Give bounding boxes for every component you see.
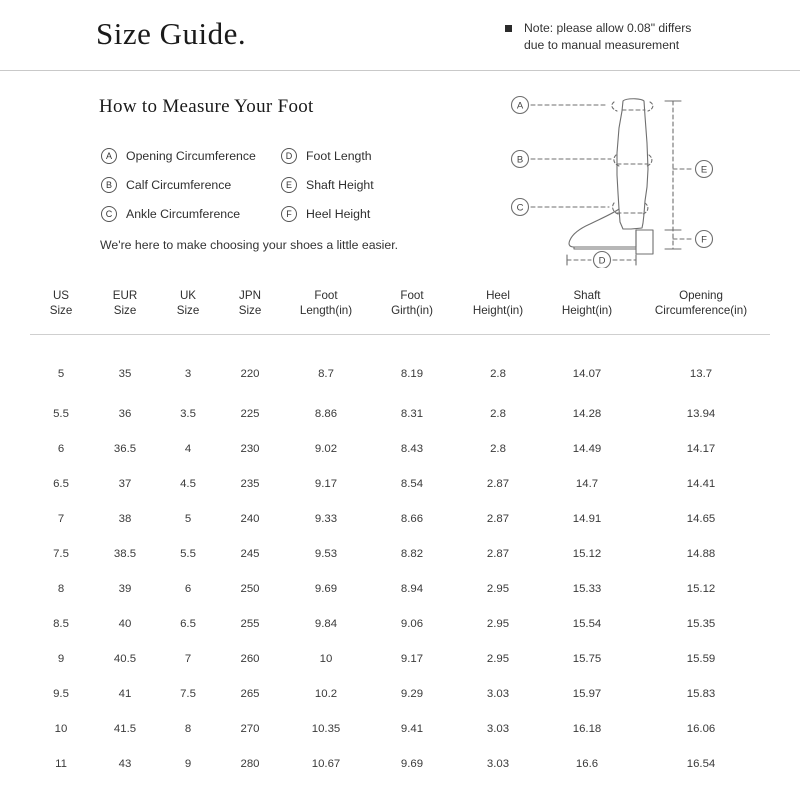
column-header-us-size — [30, 276, 92, 335]
cell-shaft-height-in: 15.12 — [572, 547, 602, 560]
table-row — [30, 396, 770, 431]
badge-d-icon: D — [281, 148, 297, 164]
cell-us-size: 8.5 — [53, 617, 69, 630]
legend-label-a: Opening Circumference — [126, 148, 256, 163]
table-row — [30, 466, 770, 501]
cell-heel-height-in: 3.03 — [486, 757, 510, 770]
note-line-2: due to manual measurement — [524, 38, 680, 52]
table-header-row — [30, 276, 770, 335]
cell-shaft-height-in: 14.07 — [572, 367, 602, 380]
cell-heel-height-in: 2.8 — [490, 367, 506, 380]
cell-opening-circumference-in: 13.7 — [689, 367, 713, 380]
svg-text:D: D — [598, 255, 606, 267]
cell-foot-length-in: 10 — [319, 652, 333, 665]
column-header-line-2: Girth(in) — [391, 304, 433, 317]
column-header-line-1: Opening — [679, 289, 723, 302]
cell-eur-size: 40.5 — [113, 652, 137, 665]
how-to-measure-section — [0, 71, 800, 276]
cell-us-size: 6 — [57, 442, 65, 455]
cell-eur-size: 40 — [118, 617, 132, 630]
column-header-line-1: UK — [179, 289, 197, 302]
cell-uk-size: 3.5 — [180, 407, 196, 420]
column-header-jpn-size — [218, 276, 282, 335]
page-title: Size Guide. — [96, 16, 247, 51]
legend-label-b: Calf Circumference — [126, 177, 232, 192]
cell-jpn-size: 235 — [240, 477, 260, 490]
table-row — [30, 746, 770, 781]
cell-foot-girth-in: 9.69 — [400, 757, 424, 770]
cell-opening-circumference-in: 15.35 — [686, 617, 716, 630]
cell-us-size: 7.5 — [53, 547, 69, 560]
table-body — [30, 335, 770, 782]
legend-item-a — [101, 141, 256, 170]
svg-text:A: A — [516, 100, 524, 112]
cell-jpn-size: 245 — [240, 547, 260, 560]
cell-foot-girth-in: 8.43 — [400, 442, 424, 455]
cell-shaft-height-in: 14.7 — [575, 477, 599, 490]
cell-us-size: 9 — [57, 652, 65, 665]
badge-b-icon: B — [101, 177, 117, 193]
cell-opening-circumference-in: 14.65 — [686, 512, 716, 525]
column-header-line-1: Heel — [486, 289, 510, 302]
cell-uk-size: 7.5 — [180, 687, 196, 700]
cell-eur-size: 38 — [118, 512, 132, 525]
cell-foot-girth-in: 9.41 — [400, 722, 424, 735]
table-row — [30, 641, 770, 676]
over-the-knee-boot-measurement-diagram — [495, 83, 725, 268]
cell-opening-circumference-in: 14.41 — [686, 477, 716, 490]
cell-shaft-height-in: 16.6 — [575, 757, 599, 770]
cell-shaft-height-in: 14.91 — [572, 512, 602, 525]
cell-heel-height-in: 2.87 — [486, 512, 510, 525]
column-header-foot-girth-in — [370, 276, 454, 335]
legend-item-d — [281, 141, 374, 170]
cell-uk-size: 9 — [184, 757, 192, 770]
column-header-shaft-height-in — [542, 276, 632, 335]
table-row — [30, 711, 770, 746]
cell-foot-length-in: 9.69 — [314, 582, 338, 595]
table-row — [30, 606, 770, 641]
legend-item-c — [101, 199, 256, 228]
cell-jpn-size: 260 — [240, 652, 260, 665]
cell-shaft-height-in: 15.54 — [572, 617, 602, 630]
cell-heel-height-in: 2.8 — [490, 442, 506, 455]
cell-foot-girth-in: 9.06 — [400, 617, 424, 630]
svg-text:F: F — [701, 234, 707, 246]
size-table-section — [0, 276, 800, 781]
cell-jpn-size: 250 — [240, 582, 260, 595]
column-header-line-1: EUR — [112, 289, 138, 302]
svg-text:C: C — [516, 202, 524, 214]
column-header-line-2: Length(in) — [299, 304, 353, 317]
cell-foot-girth-in: 8.31 — [400, 407, 424, 420]
cell-opening-circumference-in: 14.88 — [686, 547, 716, 560]
cell-heel-height-in: 2.95 — [486, 617, 510, 630]
column-header-line-1: JPN — [239, 289, 261, 302]
column-header-line-2: Size — [238, 304, 262, 317]
table-header — [30, 276, 770, 335]
cell-us-size: 7 — [57, 512, 65, 525]
table-row — [30, 536, 770, 571]
table-row — [30, 571, 770, 606]
cell-foot-length-in: 9.84 — [314, 617, 338, 630]
cell-opening-circumference-in: 13.94 — [686, 407, 716, 420]
badge-e-icon: E — [281, 177, 297, 193]
table-row — [30, 335, 770, 397]
cell-foot-length-in: 8.7 — [318, 367, 334, 380]
cell-shaft-height-in: 14.49 — [572, 442, 602, 455]
cell-us-size: 5 — [57, 367, 65, 380]
cell-shaft-height-in: 16.18 — [572, 722, 602, 735]
cell-jpn-size: 230 — [240, 442, 260, 455]
cell-uk-size: 8 — [184, 722, 192, 735]
cell-shaft-height-in: 15.75 — [572, 652, 602, 665]
column-header-eur-size — [92, 276, 158, 335]
cell-us-size: 10 — [54, 722, 68, 735]
measure-tagline: We're here to make choosing your shoes a little easier. — [100, 238, 399, 252]
cell-heel-height-in: 2.95 — [486, 582, 510, 595]
cell-uk-size: 6.5 — [180, 617, 196, 630]
cell-foot-girth-in: 9.17 — [400, 652, 424, 665]
cell-shaft-height-in: 15.33 — [572, 582, 602, 595]
measurement-note — [505, 20, 691, 54]
cell-heel-height-in: 3.03 — [486, 687, 510, 700]
table-row — [30, 431, 770, 466]
cell-opening-circumference-in: 14.17 — [686, 442, 716, 455]
cell-eur-size: 41 — [118, 687, 132, 700]
column-header-foot-length-in — [282, 276, 370, 335]
cell-foot-girth-in: 8.82 — [400, 547, 424, 560]
cell-us-size: 9.5 — [53, 687, 69, 700]
cell-foot-length-in: 10.2 — [314, 687, 338, 700]
column-header-line-2: Size — [49, 304, 73, 317]
cell-eur-size: 35 — [118, 367, 132, 380]
cell-uk-size: 4.5 — [180, 477, 196, 490]
cell-shaft-height-in: 14.28 — [572, 407, 602, 420]
column-header-line-2: Height(in) — [472, 304, 524, 317]
cell-foot-girth-in: 9.29 — [400, 687, 424, 700]
cell-foot-length-in: 9.53 — [314, 547, 338, 560]
measure-section-title: How to Measure Your Foot — [99, 96, 314, 117]
column-header-line-2: Size — [176, 304, 200, 317]
cell-jpn-size: 265 — [240, 687, 260, 700]
column-header-line-1: Foot — [314, 289, 338, 302]
cell-uk-size: 3 — [184, 367, 192, 380]
cell-jpn-size: 280 — [240, 757, 260, 770]
cell-eur-size: 43 — [118, 757, 132, 770]
badge-a-icon: A — [101, 148, 117, 164]
cell-foot-length-in: 9.33 — [314, 512, 338, 525]
cell-opening-circumference-in: 16.06 — [686, 722, 716, 735]
badge-f-icon: F — [281, 206, 297, 222]
cell-eur-size: 36 — [118, 407, 132, 420]
cell-heel-height-in: 2.87 — [486, 477, 510, 490]
boot-diagram-svg — [495, 83, 725, 268]
cell-foot-length-in: 10.67 — [311, 757, 341, 770]
square-bullet-icon — [505, 25, 512, 32]
table-row — [30, 676, 770, 711]
cell-heel-height-in: 2.87 — [486, 547, 510, 560]
legend-label-e: Shaft Height — [306, 177, 374, 192]
cell-jpn-size: 255 — [240, 617, 260, 630]
note-line-1: Note: please allow 0.08" differs — [524, 21, 692, 35]
legend-item-f — [281, 199, 374, 228]
legend-label-f: Heel Height — [306, 206, 371, 221]
legend-label-d: Foot Length — [306, 148, 372, 163]
cell-uk-size: 7 — [184, 652, 192, 665]
column-header-uk-size — [158, 276, 218, 335]
svg-text:E: E — [700, 164, 708, 176]
column-header-line-2: Circumference(in) — [654, 304, 748, 317]
cell-foot-length-in: 10.35 — [311, 722, 341, 735]
cell-jpn-size: 220 — [240, 367, 260, 380]
cell-foot-length-in: 9.02 — [314, 442, 338, 455]
cell-opening-circumference-in: 15.12 — [686, 582, 716, 595]
cell-uk-size: 4 — [184, 442, 192, 455]
cell-shaft-height-in: 15.97 — [572, 687, 602, 700]
cell-opening-circumference-in: 15.83 — [686, 687, 716, 700]
page-header — [0, 0, 800, 70]
column-header-heel-height-in — [454, 276, 542, 335]
cell-uk-size: 5 — [184, 512, 192, 525]
column-header-line-1: US — [52, 289, 70, 302]
cell-foot-girth-in: 8.19 — [400, 367, 424, 380]
column-header-line-1: Foot — [400, 289, 424, 302]
legend-item-e — [281, 170, 374, 199]
cell-jpn-size: 240 — [240, 512, 260, 525]
legend-column-left — [101, 141, 256, 228]
cell-us-size: 6.5 — [53, 477, 69, 490]
column-header-line-2: Size — [113, 304, 137, 317]
cell-eur-size: 38.5 — [113, 547, 137, 560]
column-header-line-2: Height(in) — [561, 304, 613, 317]
table-row — [30, 501, 770, 536]
cell-eur-size: 41.5 — [113, 722, 137, 735]
size-chart-table — [30, 276, 770, 781]
cell-us-size: 5.5 — [53, 407, 69, 420]
column-header-line-1: Shaft — [573, 289, 601, 302]
cell-jpn-size: 225 — [240, 407, 260, 420]
cell-eur-size: 37 — [118, 477, 132, 490]
cell-us-size: 8 — [57, 582, 65, 595]
cell-jpn-size: 270 — [240, 722, 260, 735]
legend-column-right — [281, 141, 374, 228]
svg-text:B: B — [516, 154, 524, 166]
cell-heel-height-in: 2.95 — [486, 652, 510, 665]
cell-eur-size: 39 — [118, 582, 132, 595]
note-text — [524, 20, 691, 54]
cell-opening-circumference-in: 16.54 — [686, 757, 716, 770]
cell-foot-girth-in: 8.94 — [400, 582, 424, 595]
cell-opening-circumference-in: 15.59 — [686, 652, 716, 665]
legend-label-c: Ankle Circumference — [126, 206, 241, 221]
badge-c-icon: C — [101, 206, 117, 222]
cell-heel-height-in: 2.8 — [490, 407, 506, 420]
cell-heel-height-in: 3.03 — [486, 722, 510, 735]
legend-item-b — [101, 170, 256, 199]
cell-foot-length-in: 8.86 — [314, 407, 338, 420]
cell-uk-size: 6 — [184, 582, 192, 595]
cell-foot-girth-in: 8.66 — [400, 512, 424, 525]
cell-foot-length-in: 9.17 — [314, 477, 338, 490]
cell-uk-size: 5.5 — [180, 547, 196, 560]
cell-eur-size: 36.5 — [113, 442, 137, 455]
cell-us-size: 11 — [55, 757, 67, 770]
column-header-opening-circumference-in — [632, 276, 770, 335]
cell-foot-girth-in: 8.54 — [400, 477, 424, 490]
